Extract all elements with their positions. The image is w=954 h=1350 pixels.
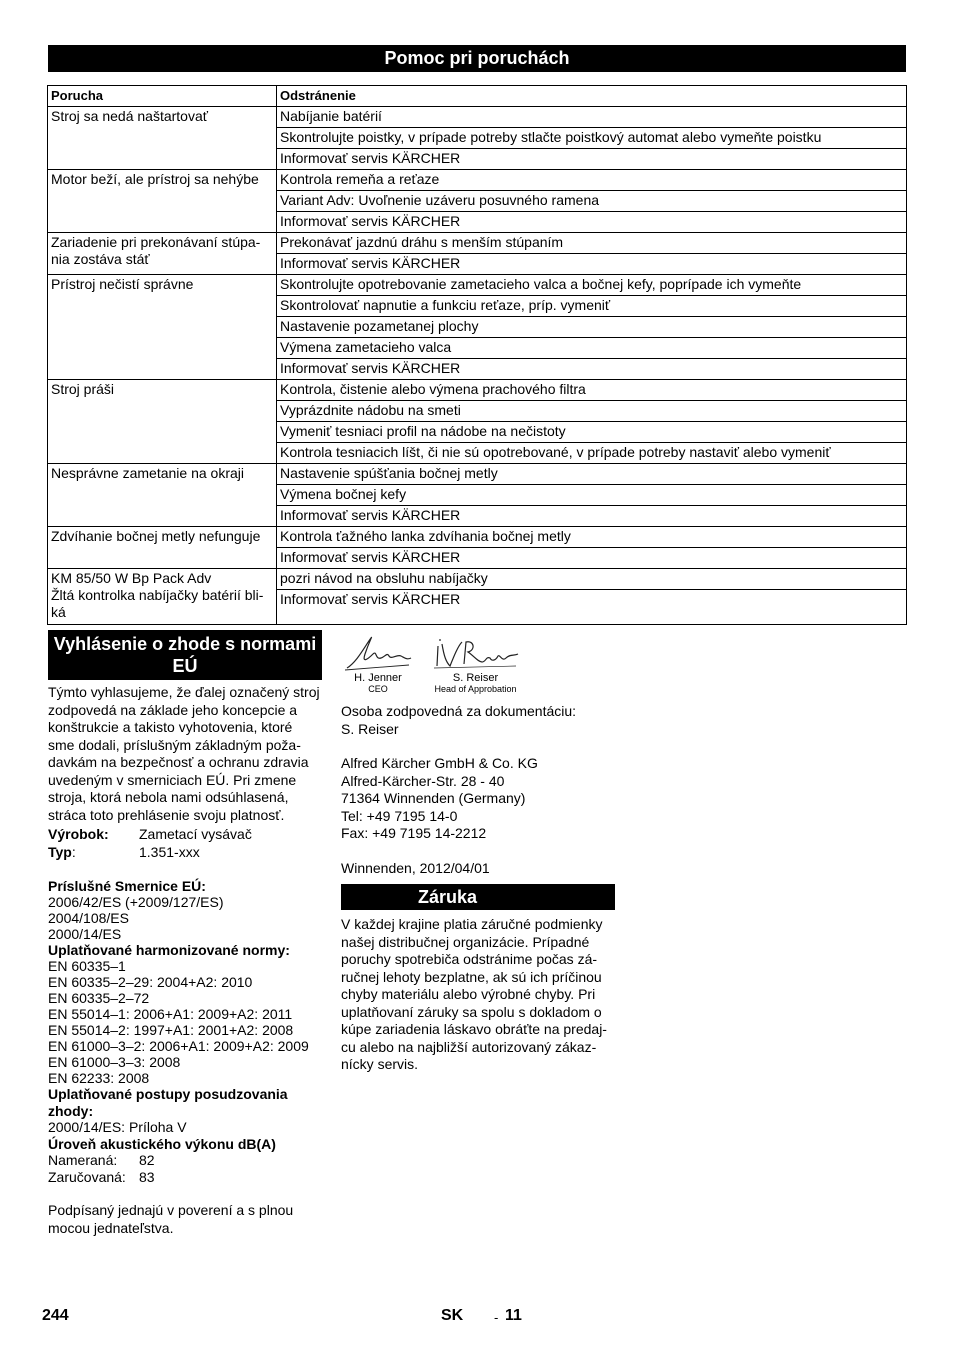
remedy-cell: Skontrolovať napnutie a funkciu reťaze, príp. vymeniť <box>277 296 907 317</box>
remedy-cell: Kontrola remeňa a reťaze <box>277 170 907 191</box>
table-row <box>48 464 907 485</box>
page-title: Pomoc pri poruchách <box>48 45 906 72</box>
table-header-row <box>48 86 907 107</box>
product-row <box>48 826 320 844</box>
fault-cell: Nesprávne zametanie na okraji <box>48 464 277 527</box>
fault-cell <box>48 569 277 625</box>
remedy-cell: Nabíjanie batérií <box>277 107 907 128</box>
signature-jenner <box>343 632 413 694</box>
table-row <box>48 527 907 548</box>
remedy-cell: Informovať servis KÄRCHER <box>277 548 907 569</box>
company-name: Alfred Kärcher GmbH & Co. KG <box>341 755 538 771</box>
measured-label: Nameraná: <box>48 1152 118 1168</box>
table-row <box>48 569 907 590</box>
list-item: EN 61000–3–3: 2008 <box>48 1054 181 1070</box>
signature-name: H. Jenner <box>354 672 402 684</box>
type-label: Typ <box>48 843 72 860</box>
remedy-cell: Kontrola tesniacich líšt, či nie sú opotrebované, v prípade potreby nastaviť alebo vymeniť <box>277 443 907 464</box>
remedy-cell: Výmena zametacieho valca <box>277 338 907 359</box>
list-item: EN 62233: 2008 <box>48 1070 150 1086</box>
contact-block <box>341 703 615 877</box>
procedures-label: Uplatňované postupy posudzovania zhody: <box>48 1086 288 1119</box>
list-item: EN 60335–2–72 <box>48 990 150 1006</box>
table-row <box>48 233 907 254</box>
fault-cell: Stroj práši <box>48 380 277 464</box>
warranty-text: V každej krajine platia záručné podmienky našej distribučnej organizácie. Prípadné poruchy spotrebiča odstránime počas zá-ručnej lehoty bezplatne, ak sú ich príčinou chyby materiálu alebo výrobné chyby. Pri uplatňovaní záruky sa spolu s dokladom o kúpe zariadenia láskavo obráťte na predaj-cu alebo na najbližší autorizovaný zákaz-nícky servis. <box>341 916 607 1072</box>
fault-cell: Stroj sa nedá naštartovať <box>48 107 277 170</box>
product-value: Zametací vysávač <box>139 826 252 842</box>
table-row <box>48 380 907 401</box>
remedy-cell: Informovať servis KÄRCHER <box>277 149 907 170</box>
signature-name: S. Reiser <box>452 672 499 684</box>
remedy-cell: Nastavenie spúšťania bočnej metly <box>277 464 907 485</box>
section-page-number: 11 <box>505 1307 522 1324</box>
signature-role: CEO <box>368 684 388 694</box>
doc-person: S. Reiser <box>341 720 399 737</box>
remedy-cell: Nastavenie pozametanej plochy <box>277 317 907 338</box>
signature-jenner-mark <box>343 632 413 672</box>
doc-person-label: Osoba zodpovedná za dokumentáciu: <box>341 703 577 719</box>
header-fault: Porucha <box>48 86 277 107</box>
list-item: EN 61000–3–2: 2006+A1: 2009+A2: 2009 <box>48 1038 309 1054</box>
remedy-cell: Skontrolujte poistky, v prípade potreby stlačte poistkový automat alebo vymeňte poistku <box>277 128 907 149</box>
list-item: EN 60335–1 <box>48 958 126 974</box>
type-colon: : <box>71 843 76 860</box>
remedy-cell: Informovať servis KÄRCHER <box>277 590 907 625</box>
troubleshooting-table <box>47 85 907 625</box>
table-row <box>48 275 907 296</box>
type-row <box>48 844 320 862</box>
remedy-cell: Kontrola ťažného lanka zdvíhania bočnej metly <box>277 527 907 548</box>
header-remedy: Odstránenie <box>277 86 907 107</box>
fault-cell: Prístroj nečistí správne <box>48 275 277 380</box>
place-date: Winnenden, 2012/04/01 <box>341 859 490 876</box>
fault-indicator: Žltá kontrolka nabíjačky batérií bli-ká <box>51 587 264 620</box>
page-number: 244 <box>42 1307 69 1324</box>
sound-label: Úroveň akustického výkonu dB(A) <box>48 1135 276 1152</box>
directives-list <box>48 894 320 942</box>
warranty-title: Záruka <box>341 884 615 910</box>
company-street: Alfred-Kärcher-Str. 28 - 40 <box>341 772 505 789</box>
signature-reiser <box>428 632 523 694</box>
remedy-cell: pozri návod na obsluhu nabíjačky <box>277 569 907 590</box>
table-row <box>48 107 907 128</box>
fault-cell: Zdvíhanie bočnej metly nefunguje <box>48 527 277 569</box>
remedy-cell: Informovať servis KÄRCHER <box>277 212 907 233</box>
signed-text: Podpísaný jednajú v poverení a s plnou mocou jednateľstva. <box>48 1202 294 1236</box>
table-row <box>48 170 907 191</box>
guaranteed-label: Zaručovaná: <box>48 1168 126 1185</box>
signature-reiser-mark <box>428 632 523 672</box>
language-code: SK <box>441 1307 464 1324</box>
fault-cell: Motor beží, ale prístroj sa nehýbe <box>48 170 277 233</box>
remedy-cell: Vymeniť tesniaci profil na nádobe na nečistoty <box>277 422 907 443</box>
remedy-cell: Informovať servis KÄRCHER <box>277 359 907 380</box>
guaranteed-value: 83 <box>139 1168 155 1185</box>
remedy-cell: Kontrola, čistenie alebo výmena prachového filtra <box>277 380 907 401</box>
declaration-intro: Týmto vyhlasujeme, že ďalej označený stroj zodpovedá na základe jeho koncepcie a konštrukcie a takisto vyhotovenia, ktoré sme dodali, príslušným základným poža-davkám na bezpečnosť a ochranu zdravia uvedeným v smerniciach EÚ. Pri zmene stroja, ktorá nebola nami odsúhlasená, stráca toto prehlásenie svoju platnosť. <box>48 684 320 823</box>
remedy-cell: Výmena bočnej kefy <box>277 485 907 506</box>
company-fax: Fax: +49 7195 14-2212 <box>341 825 487 841</box>
list-item: EN 60335–2–29: 2004+A2: 2010 <box>48 974 253 990</box>
measured-row <box>48 1152 320 1169</box>
remedy-cell: Informovať servis KÄRCHER <box>277 506 907 527</box>
guaranteed-row <box>48 1169 320 1186</box>
remedy-cell: Skontrolujte opotrebovanie zametacieho valca a bočnej kefy, poprípade ich vymeňte <box>277 275 907 296</box>
remedy-cell: Informovať servis KÄRCHER <box>277 254 907 275</box>
fault-cell: Zariadenie pri prekonávaní stúpa-nia zostáva stáť <box>48 233 277 275</box>
signature-role: Head of Approbation <box>434 684 517 694</box>
list-item: 2006/42/ES (+2009/127/ES) <box>48 894 224 910</box>
measured-value: 82 <box>139 1152 155 1168</box>
fault-model: KM 85/50 W Bp Pack Adv <box>51 570 212 586</box>
table-last-group <box>48 569 907 625</box>
troubleshooting-table-body <box>48 86 907 569</box>
list-item: 2004/108/ES <box>48 910 129 926</box>
page-separator: - <box>494 1310 499 1325</box>
type-value: 1.351-xxx <box>139 843 200 860</box>
remedy-cell: Vyprázdnite nádobu na smeti <box>277 401 907 422</box>
product-label: Výrobok: <box>48 826 109 842</box>
declaration-title: Vyhlásenie o zhode s normami EÚ <box>48 630 322 680</box>
norms-list <box>48 958 320 1086</box>
company-city: 71364 Winnenden (Germany) <box>341 790 526 806</box>
norms-label: Uplatňované harmonizované normy: <box>48 942 290 958</box>
procedures-value: 2000/14/ES: Príloha V <box>48 1119 187 1135</box>
directives-label: Príslušné Smernice EÚ: <box>48 878 206 894</box>
declaration-body <box>48 684 320 1237</box>
remedy-cell: Prekonávať jazdnú dráhu s menším stúpaním <box>277 233 907 254</box>
list-item: 2000/14/ES <box>48 926 122 942</box>
company-tel: Tel: +49 7195 14-0 <box>341 807 458 824</box>
list-item: EN 55014–2: 1997+A1: 2001+A2: 2008 <box>48 1022 294 1038</box>
remedy-cell: Variant Adv: Uvoľnenie uzáveru posuvného ramena <box>277 191 907 212</box>
list-item: EN 55014–1: 2006+A1: 2009+A2: 2011 <box>48 1006 293 1022</box>
